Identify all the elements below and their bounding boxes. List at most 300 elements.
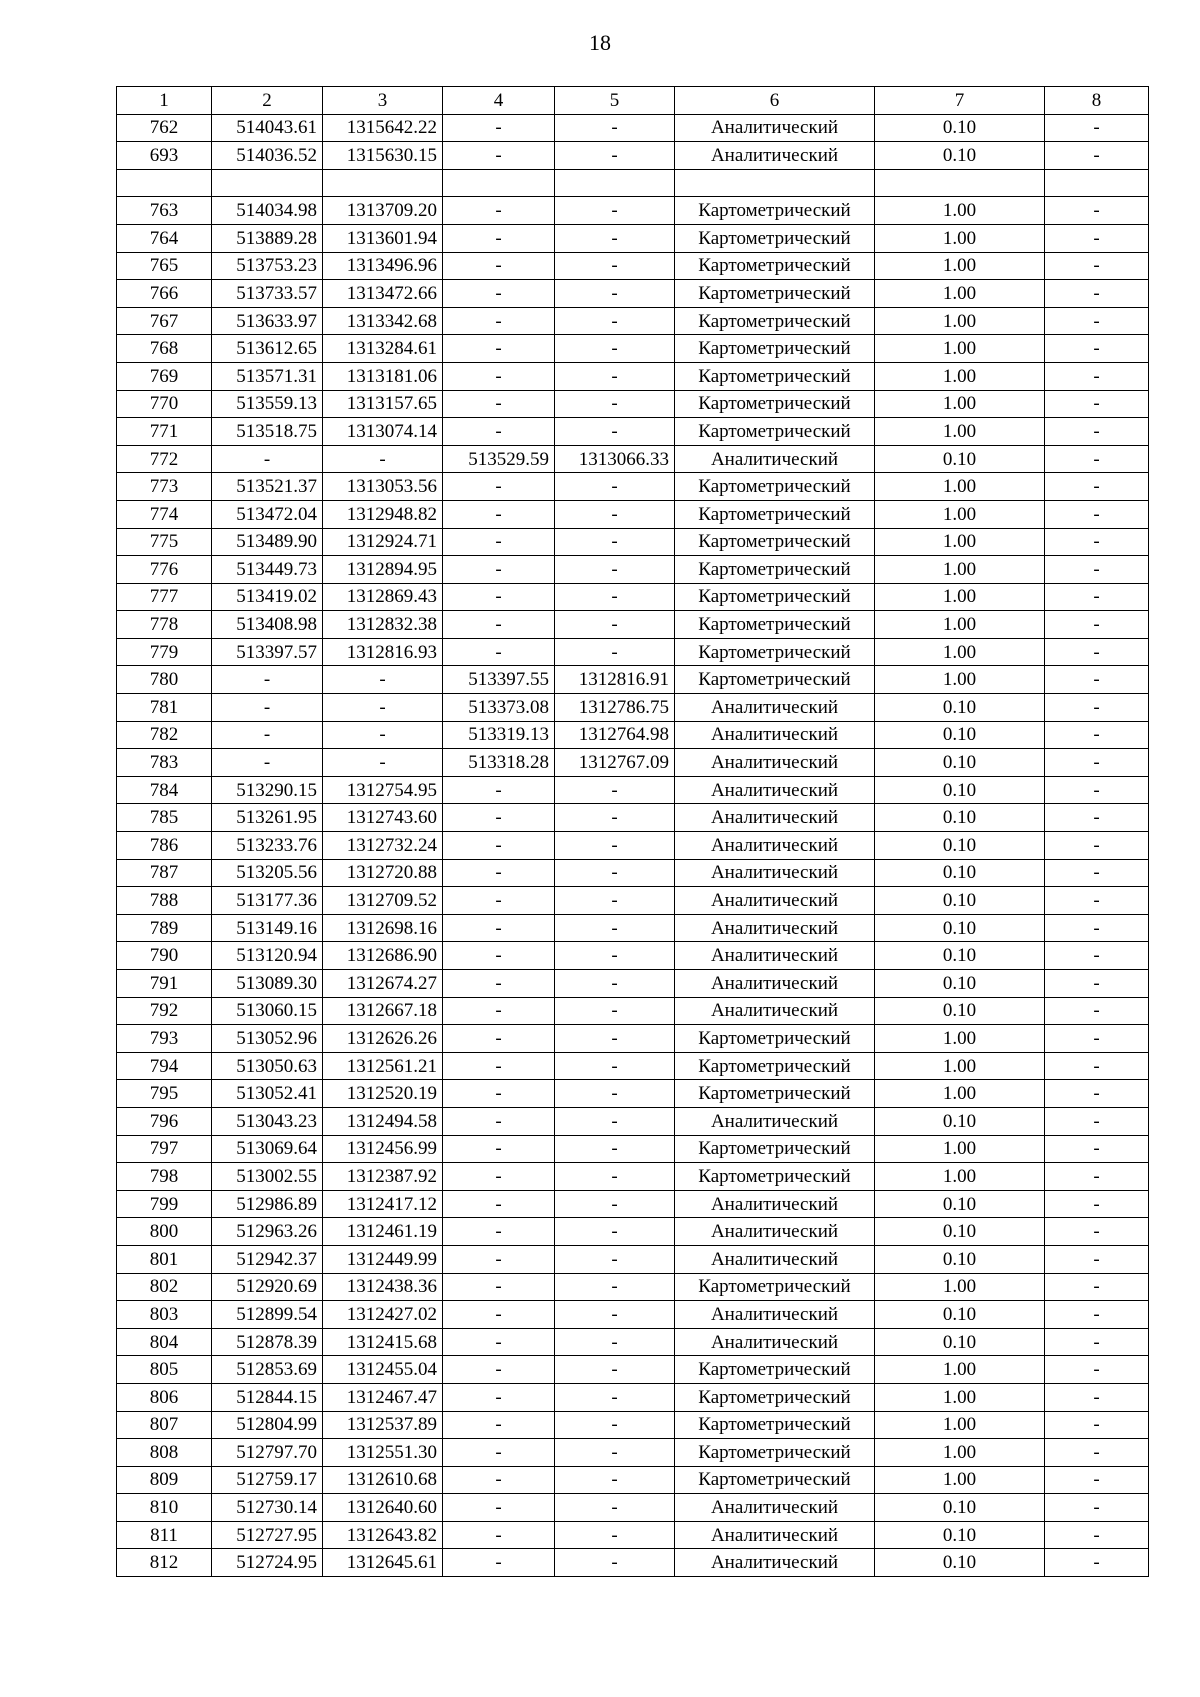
point-number-cell: 780 [117, 666, 212, 694]
y-cell: 1312467.47 [323, 1383, 443, 1411]
y-cell: 1312674.27 [323, 970, 443, 998]
note-cell: - [1045, 997, 1149, 1025]
point-number-cell: 789 [117, 914, 212, 942]
x2-cell: - [443, 1218, 555, 1246]
x2-cell [443, 169, 555, 197]
point-number-cell: 808 [117, 1439, 212, 1467]
point-number-cell: 768 [117, 335, 212, 363]
accuracy-cell: 1.00 [875, 362, 1045, 390]
table-row [117, 473, 1149, 501]
y-cell: 1312417.12 [323, 1190, 443, 1218]
y2-cell: - [555, 500, 675, 528]
accuracy-cell: 0.10 [875, 1494, 1045, 1522]
accuracy-cell: 0.10 [875, 804, 1045, 832]
x-cell: 513052.41 [212, 1080, 323, 1108]
x-cell: 512804.99 [212, 1411, 323, 1439]
column-header-3: 3 [323, 87, 443, 115]
y2-cell: 1312767.09 [555, 749, 675, 777]
note-cell: - [1045, 611, 1149, 639]
point-number-cell: 812 [117, 1549, 212, 1577]
accuracy-cell: 0.10 [875, 1190, 1045, 1218]
x-cell [212, 169, 323, 197]
y2-cell: - [555, 611, 675, 639]
y2-cell: - [555, 1025, 675, 1053]
method-cell: Картометрический [675, 390, 875, 418]
point-number-cell: 797 [117, 1135, 212, 1163]
accuracy-cell: 0.10 [875, 694, 1045, 722]
table-row [117, 418, 1149, 446]
method-cell: Картометрический [675, 1356, 875, 1384]
point-number-cell: 778 [117, 611, 212, 639]
x2-cell: - [443, 142, 555, 170]
accuracy-cell: 1.00 [875, 1411, 1045, 1439]
x-cell: 512899.54 [212, 1301, 323, 1329]
table-row [117, 694, 1149, 722]
accuracy-cell: 0.10 [875, 942, 1045, 970]
table-row [117, 1411, 1149, 1439]
method-cell: Аналитический [675, 721, 875, 749]
point-number-cell: 774 [117, 500, 212, 528]
y-cell: 1312561.21 [323, 1052, 443, 1080]
y2-cell: - [555, 556, 675, 584]
x2-cell: - [443, 280, 555, 308]
table-row [117, 914, 1149, 942]
method-cell: Картометрический [675, 1052, 875, 1080]
table-row [117, 1549, 1149, 1577]
point-number-cell: 773 [117, 473, 212, 501]
method-cell: Картометрический [675, 335, 875, 363]
accuracy-cell: 0.10 [875, 832, 1045, 860]
x2-cell: - [443, 1328, 555, 1356]
y-cell: 1312754.95 [323, 776, 443, 804]
note-cell: - [1045, 335, 1149, 363]
table-row [117, 500, 1149, 528]
point-number-cell: 795 [117, 1080, 212, 1108]
point-number-cell: 802 [117, 1273, 212, 1301]
x2-cell: 513529.59 [443, 445, 555, 473]
note-cell: - [1045, 694, 1149, 722]
y2-cell: - [555, 942, 675, 970]
method-cell: Картометрический [675, 1273, 875, 1301]
x2-cell: - [443, 252, 555, 280]
y2-cell: - [555, 307, 675, 335]
accuracy-cell: 0.10 [875, 1328, 1045, 1356]
accuracy-cell: 0.10 [875, 887, 1045, 915]
y-cell: 1312551.30 [323, 1439, 443, 1467]
y2-cell: 1313066.33 [555, 445, 675, 473]
accuracy-cell: 1.00 [875, 280, 1045, 308]
point-number-cell: 762 [117, 114, 212, 142]
method-cell: Аналитический [675, 832, 875, 860]
table-row [117, 224, 1149, 252]
method-cell: Картометрический [675, 1025, 875, 1053]
y-cell: 1313157.65 [323, 390, 443, 418]
y-cell: 1312894.95 [323, 556, 443, 584]
point-number-cell: 807 [117, 1411, 212, 1439]
point-number-cell: 775 [117, 528, 212, 556]
table-row [117, 1190, 1149, 1218]
point-number-cell: 803 [117, 1301, 212, 1329]
x2-cell: - [443, 556, 555, 584]
x-cell: 514036.52 [212, 142, 323, 170]
accuracy-cell: 1.00 [875, 224, 1045, 252]
x2-cell: - [443, 1356, 555, 1384]
y-cell: 1313472.66 [323, 280, 443, 308]
x-cell: - [212, 445, 323, 473]
x-cell: 512920.69 [212, 1273, 323, 1301]
x2-cell: 513319.13 [443, 721, 555, 749]
y-cell: 1312686.90 [323, 942, 443, 970]
y-cell: 1312438.36 [323, 1273, 443, 1301]
point-number-cell: 766 [117, 280, 212, 308]
method-cell: Аналитический [675, 776, 875, 804]
accuracy-cell [875, 169, 1045, 197]
accuracy-cell: 0.10 [875, 1245, 1045, 1273]
y2-cell: - [555, 418, 675, 446]
y2-cell: - [555, 473, 675, 501]
x-cell: 513177.36 [212, 887, 323, 915]
x2-cell: - [443, 1521, 555, 1549]
x2-cell: - [443, 1245, 555, 1273]
x-cell: - [212, 694, 323, 722]
table-row [117, 528, 1149, 556]
point-number-cell: 806 [117, 1383, 212, 1411]
point-number-cell: 767 [117, 307, 212, 335]
accuracy-cell: 1.00 [875, 307, 1045, 335]
table-row [117, 832, 1149, 860]
x-cell: 513120.94 [212, 942, 323, 970]
y-cell: 1312743.60 [323, 804, 443, 832]
accuracy-cell: 0.10 [875, 1521, 1045, 1549]
x2-cell: - [443, 970, 555, 998]
x2-cell: - [443, 1439, 555, 1467]
note-cell: - [1045, 1245, 1149, 1273]
point-number-cell: 764 [117, 224, 212, 252]
y-cell: 1313181.06 [323, 362, 443, 390]
point-number-cell: 783 [117, 749, 212, 777]
point-number-cell: 782 [117, 721, 212, 749]
x-cell: 513052.96 [212, 1025, 323, 1053]
table-row [117, 445, 1149, 473]
note-cell: - [1045, 1356, 1149, 1384]
method-cell: Картометрический [675, 611, 875, 639]
x2-cell: 513397.55 [443, 666, 555, 694]
table-row [117, 1301, 1149, 1329]
x2-cell: - [443, 114, 555, 142]
y-cell: 1313342.68 [323, 307, 443, 335]
y2-cell: - [555, 142, 675, 170]
y2-cell: - [555, 1301, 675, 1329]
accuracy-cell: 1.00 [875, 556, 1045, 584]
table-body [117, 114, 1149, 1576]
method-cell: Аналитический [675, 749, 875, 777]
y2-cell: - [555, 1328, 675, 1356]
accuracy-cell: 0.10 [875, 1218, 1045, 1246]
x-cell: 512853.69 [212, 1356, 323, 1384]
point-number-cell: 801 [117, 1245, 212, 1273]
x2-cell: 513318.28 [443, 749, 555, 777]
accuracy-cell: 1.00 [875, 638, 1045, 666]
table-row [117, 638, 1149, 666]
page-number: 18 [589, 30, 611, 55]
x-cell: 513518.75 [212, 418, 323, 446]
table-row [117, 1466, 1149, 1494]
x2-cell: - [443, 473, 555, 501]
y-cell: 1313074.14 [323, 418, 443, 446]
table-row [117, 1218, 1149, 1246]
y-cell: 1312387.92 [323, 1163, 443, 1191]
accuracy-cell: 0.10 [875, 970, 1045, 998]
method-cell: Картометрический [675, 473, 875, 501]
note-cell: - [1045, 832, 1149, 860]
table-row [117, 721, 1149, 749]
note-cell: - [1045, 418, 1149, 446]
accuracy-cell: 1.00 [875, 611, 1045, 639]
note-cell: - [1045, 1549, 1149, 1577]
point-number-cell: 810 [117, 1494, 212, 1522]
x2-cell: - [443, 335, 555, 363]
table-row [117, 390, 1149, 418]
y-cell: 1312456.99 [323, 1135, 443, 1163]
method-cell: Аналитический [675, 1190, 875, 1218]
accuracy-cell: 1.00 [875, 1080, 1045, 1108]
x-cell: 513261.95 [212, 804, 323, 832]
method-cell: Картометрический [675, 1466, 875, 1494]
y2-cell: - [555, 1163, 675, 1191]
y-cell: 1312537.89 [323, 1411, 443, 1439]
y-cell: - [323, 445, 443, 473]
accuracy-cell: 1.00 [875, 1135, 1045, 1163]
y2-cell: 1312764.98 [555, 721, 675, 749]
method-cell: Аналитический [675, 1301, 875, 1329]
note-cell: - [1045, 307, 1149, 335]
y2-cell: - [555, 1218, 675, 1246]
y2-cell: - [555, 1190, 675, 1218]
accuracy-cell: 1.00 [875, 473, 1045, 501]
x-cell: 512986.89 [212, 1190, 323, 1218]
y2-cell: - [555, 1080, 675, 1108]
y2-cell: - [555, 114, 675, 142]
note-cell: - [1045, 1080, 1149, 1108]
method-cell: Картометрический [675, 666, 875, 694]
x-cell: - [212, 666, 323, 694]
note-cell: - [1045, 749, 1149, 777]
coordinates-table [116, 86, 1149, 1577]
accuracy-cell: 1.00 [875, 197, 1045, 225]
table-row [117, 197, 1149, 225]
method-cell: Картометрический [675, 224, 875, 252]
x2-cell: - [443, 1107, 555, 1135]
point-number-cell: 772 [117, 445, 212, 473]
method-cell: Аналитический [675, 1521, 875, 1549]
method-cell: Аналитический [675, 694, 875, 722]
point-number-cell: 787 [117, 859, 212, 887]
y-cell: 1312415.68 [323, 1328, 443, 1356]
point-number-cell: 799 [117, 1190, 212, 1218]
note-cell: - [1045, 445, 1149, 473]
column-header-8: 8 [1045, 87, 1149, 115]
table-row [117, 1356, 1149, 1384]
table-row [117, 362, 1149, 390]
y-cell: - [323, 749, 443, 777]
method-cell: Аналитический [675, 1245, 875, 1273]
x-cell: 513733.57 [212, 280, 323, 308]
x-cell: 513002.55 [212, 1163, 323, 1191]
x-cell: 514034.98 [212, 197, 323, 225]
y2-cell: - [555, 390, 675, 418]
note-cell: - [1045, 1328, 1149, 1356]
note-cell: - [1045, 1025, 1149, 1053]
x2-cell: - [443, 887, 555, 915]
y2-cell: - [555, 832, 675, 860]
y-cell: 1313601.94 [323, 224, 443, 252]
point-number-cell: 763 [117, 197, 212, 225]
method-cell: Картометрический [675, 500, 875, 528]
table-row [117, 887, 1149, 915]
y-cell: 1312698.16 [323, 914, 443, 942]
note-cell: - [1045, 556, 1149, 584]
x-cell: 513408.98 [212, 611, 323, 639]
x2-cell: - [443, 418, 555, 446]
y2-cell: - [555, 1439, 675, 1467]
x2-cell: - [443, 997, 555, 1025]
table-row [117, 1107, 1149, 1135]
method-cell: Аналитический [675, 1549, 875, 1577]
y2-cell: - [555, 1356, 675, 1384]
column-header-7: 7 [875, 87, 1045, 115]
y2-cell: - [555, 362, 675, 390]
accuracy-cell: 0.10 [875, 114, 1045, 142]
note-cell: - [1045, 1218, 1149, 1246]
method-cell: Картометрический [675, 280, 875, 308]
x-cell: 513753.23 [212, 252, 323, 280]
note-cell: - [1045, 1383, 1149, 1411]
method-cell: Картометрический [675, 1080, 875, 1108]
table-row [117, 1273, 1149, 1301]
accuracy-cell: 1.00 [875, 1439, 1045, 1467]
y2-cell: - [555, 528, 675, 556]
y-cell: 1312667.18 [323, 997, 443, 1025]
header-row [117, 87, 1149, 115]
x-cell: - [212, 721, 323, 749]
method-cell: Картометрический [675, 1411, 875, 1439]
x-cell: 513050.63 [212, 1052, 323, 1080]
point-number-cell: 793 [117, 1025, 212, 1053]
point-number-cell: 770 [117, 390, 212, 418]
table-row [117, 1494, 1149, 1522]
method-cell [675, 169, 875, 197]
accuracy-cell: 1.00 [875, 1273, 1045, 1301]
x-cell: 513149.16 [212, 914, 323, 942]
x2-cell: - [443, 1190, 555, 1218]
note-cell: - [1045, 528, 1149, 556]
y-cell: 1312640.60 [323, 1494, 443, 1522]
x2-cell: - [443, 307, 555, 335]
x2-cell: - [443, 224, 555, 252]
column-header-6: 6 [675, 87, 875, 115]
note-cell: - [1045, 583, 1149, 611]
note-cell: - [1045, 1052, 1149, 1080]
x-cell: - [212, 749, 323, 777]
method-cell: Аналитический [675, 942, 875, 970]
y2-cell: - [555, 1521, 675, 1549]
accuracy-cell: 1.00 [875, 1356, 1045, 1384]
y2-cell [555, 169, 675, 197]
y2-cell: - [555, 970, 675, 998]
x2-cell: - [443, 1494, 555, 1522]
method-cell: Аналитический [675, 445, 875, 473]
table-row [117, 1328, 1149, 1356]
x-cell: 512730.14 [212, 1494, 323, 1522]
accuracy-cell: 0.10 [875, 859, 1045, 887]
y2-cell: - [555, 638, 675, 666]
y2-cell: - [555, 997, 675, 1025]
accuracy-cell: 0.10 [875, 749, 1045, 777]
x-cell: 512759.17 [212, 1466, 323, 1494]
y-cell: 1312520.19 [323, 1080, 443, 1108]
point-number-cell: 779 [117, 638, 212, 666]
x2-cell: - [443, 914, 555, 942]
y2-cell: - [555, 1466, 675, 1494]
method-cell: Аналитический [675, 970, 875, 998]
accuracy-cell: 1.00 [875, 500, 1045, 528]
method-cell: Аналитический [675, 997, 875, 1025]
note-cell [1045, 169, 1149, 197]
accuracy-cell: 1.00 [875, 666, 1045, 694]
y2-cell: - [555, 1273, 675, 1301]
y2-cell: - [555, 1411, 675, 1439]
x-cell: 512942.37 [212, 1245, 323, 1273]
method-cell: Аналитический [675, 1218, 875, 1246]
table-row [117, 1439, 1149, 1467]
y-cell: 1312461.19 [323, 1218, 443, 1246]
point-number-cell: 786 [117, 832, 212, 860]
x-cell: 513060.15 [212, 997, 323, 1025]
accuracy-cell: 1.00 [875, 335, 1045, 363]
note-cell: - [1045, 721, 1149, 749]
point-number-cell: 794 [117, 1052, 212, 1080]
x2-cell: - [443, 1466, 555, 1494]
y2-cell: - [555, 1107, 675, 1135]
point-number-cell: 788 [117, 887, 212, 915]
y2-cell: - [555, 804, 675, 832]
method-cell: Картометрический [675, 252, 875, 280]
x-cell: 513290.15 [212, 776, 323, 804]
accuracy-cell: 1.00 [875, 583, 1045, 611]
x2-cell: - [443, 1273, 555, 1301]
x-cell: 513559.13 [212, 390, 323, 418]
y-cell: 1312832.38 [323, 611, 443, 639]
point-number-cell [117, 169, 212, 197]
x-cell: 513489.90 [212, 528, 323, 556]
method-cell: Картометрический [675, 197, 875, 225]
accuracy-cell: 1.00 [875, 528, 1045, 556]
table-row [117, 776, 1149, 804]
x-cell: 512727.95 [212, 1521, 323, 1549]
method-cell: Аналитический [675, 859, 875, 887]
y-cell: 1312494.58 [323, 1107, 443, 1135]
y-cell: 1312709.52 [323, 887, 443, 915]
point-number-cell: 785 [117, 804, 212, 832]
note-cell: - [1045, 942, 1149, 970]
accuracy-cell: 1.00 [875, 1052, 1045, 1080]
y-cell: 1313709.20 [323, 197, 443, 225]
y2-cell: - [555, 1494, 675, 1522]
note-cell: - [1045, 804, 1149, 832]
y-cell: 1312869.43 [323, 583, 443, 611]
table-row [117, 611, 1149, 639]
point-number-cell: 777 [117, 583, 212, 611]
